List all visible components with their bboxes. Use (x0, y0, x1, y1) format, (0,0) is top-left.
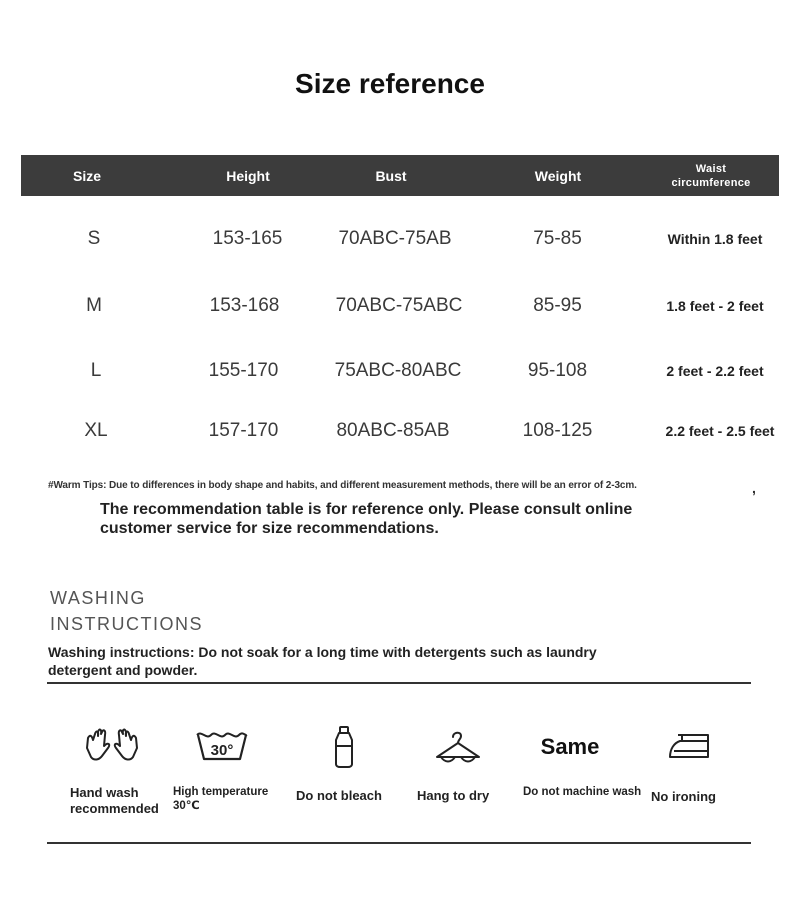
care-hand-wash (52, 715, 172, 825)
same-text-icon (510, 723, 630, 771)
table-row (0, 224, 800, 254)
washing-heading-line2: INSTRUCTIONS (50, 614, 203, 634)
cell-bust: 80ABC-85AB (336, 420, 450, 441)
cell-height: 157-170 (208, 420, 279, 441)
cell-bust: 70ABC-75AB (338, 228, 452, 249)
care-wash-30 (162, 715, 282, 825)
header-bust: Bust (375, 167, 407, 184)
table-row (0, 356, 800, 386)
care-label: Hang to dry (417, 788, 490, 803)
washing-heading-line1: WASHING (50, 588, 146, 608)
bleach-bottle-icon (284, 723, 404, 771)
care-label: No ironing (651, 789, 716, 804)
cell-waist: 2.2 feet - 2.5 feet (665, 423, 775, 439)
same-label: Same (540, 734, 600, 759)
cell-weight: 75-85 (533, 228, 582, 249)
wash-30-icon (162, 723, 282, 771)
hand-wash-icon (52, 723, 172, 771)
table-header (21, 155, 779, 196)
cell-height: 153-168 (209, 295, 280, 316)
care-bleach (284, 715, 404, 825)
cell-bust: 75ABC-80ABC (334, 360, 462, 381)
care-no-iron (630, 715, 750, 825)
cell-bust: 70ABC-75ABC (335, 295, 463, 316)
cell-height: 153-165 (212, 228, 283, 249)
cell-weight: 108-125 (522, 420, 593, 441)
warm-tip: #Warm Tips: Due to differences in body shape and habits, and different measurement methods, there will be an error of 2-3cm. (48, 480, 637, 491)
care-label: Do not machine wash (523, 786, 642, 798)
svg-text:30°: 30° (210, 742, 234, 759)
care-label: High temperature 30℃ (173, 786, 269, 812)
header-height: Height (226, 167, 270, 184)
care-label: Do not bleach (296, 788, 382, 803)
cell-size: L (90, 360, 102, 381)
cell-size: S (87, 228, 101, 249)
table-row (0, 291, 800, 321)
cell-size: M (86, 295, 102, 316)
hanger-icon (398, 723, 518, 771)
iron-icon (630, 723, 750, 771)
washing-note: Washing instructions: Do not soak for a long time with detergents such as laundry detergent and powder. (48, 644, 597, 678)
recommendation-note: The recommendation table is for reference only. Please consult online customer service for size recommendations. (100, 501, 633, 537)
warm-tip-comma: , (752, 480, 756, 496)
care-hang-dry (398, 715, 518, 825)
header-waist: Waist circumference (671, 162, 751, 189)
washing-heading (50, 585, 203, 637)
cell-height: 155-170 (208, 360, 279, 381)
cell-weight: 85-95 (533, 295, 582, 316)
divider-bottom (47, 842, 751, 844)
header-weight: Weight (534, 167, 582, 184)
care-label: Hand wash recommended (70, 785, 159, 816)
cell-waist: 2 feet - 2.2 feet (666, 363, 764, 379)
cell-weight: 95-108 (527, 360, 588, 381)
cell-waist: Within 1.8 feet (667, 231, 763, 247)
cell-size: XL (84, 420, 108, 441)
care-no-machine (510, 715, 642, 825)
table-row (0, 416, 800, 446)
page-title: Size reference (295, 68, 485, 99)
cell-waist: 1.8 feet - 2 feet (666, 298, 764, 314)
header-size: Size (72, 167, 101, 184)
divider-top (47, 682, 751, 684)
